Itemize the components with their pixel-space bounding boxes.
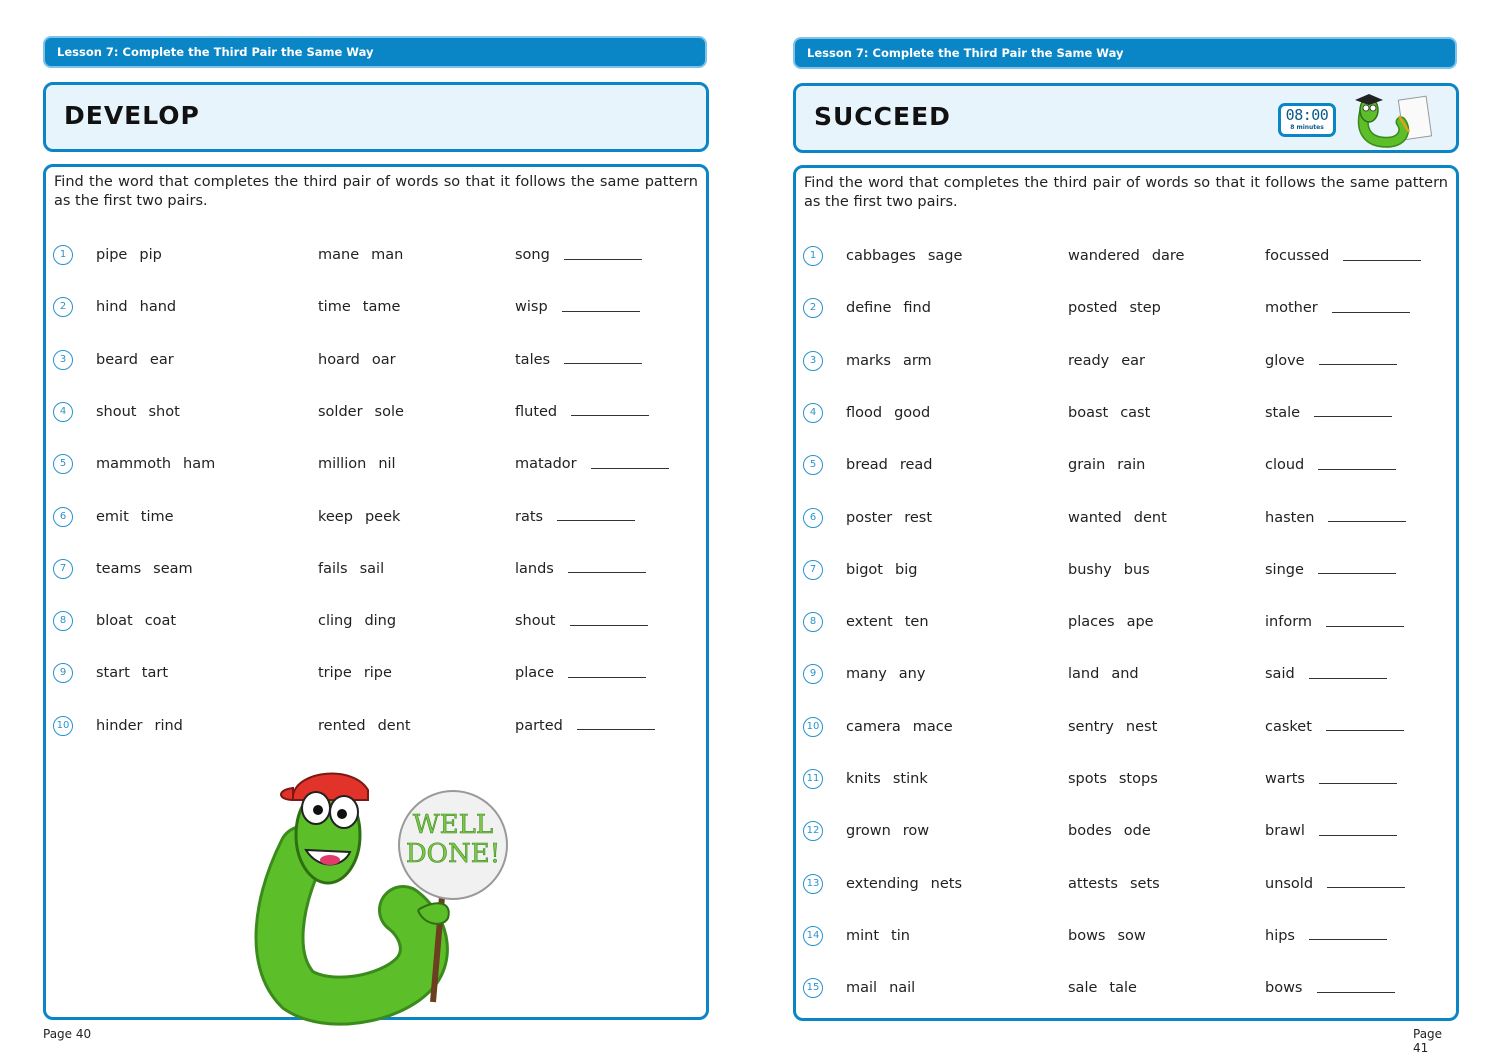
pair-one-word-a: mammoth [96, 456, 172, 473]
pair-one [846, 664, 925, 684]
answer-blank[interactable] [1343, 252, 1421, 261]
pair-two [1068, 612, 1154, 632]
answer-blank[interactable] [1328, 513, 1406, 522]
pair-two-word-a: rented [318, 717, 366, 734]
question-row [796, 508, 1456, 530]
sign-text-well: WELL [412, 810, 494, 840]
pair-three-word: parted [515, 717, 563, 734]
pair-two-word-a: time [318, 299, 351, 316]
pair-one-word-b: stink [892, 771, 928, 787]
answer-blank[interactable] [591, 460, 669, 469]
pair-one-word-b: mace [912, 718, 953, 735]
pair-one-word-a: emit [96, 508, 129, 525]
pair-one [96, 297, 176, 317]
pair-three-word: place [515, 665, 555, 682]
pair-three-word: lands [515, 560, 554, 577]
left-page [43, 0, 709, 1061]
pair-three-word: cloud [1265, 457, 1305, 474]
pair-one-word-a: define [846, 300, 892, 317]
pair-two [1068, 769, 1158, 789]
pair-one [846, 926, 910, 946]
question-row [796, 821, 1456, 843]
pair-three [1265, 769, 1397, 789]
pair-one-word-a: extending [846, 875, 919, 892]
question-number: 4 [53, 402, 73, 422]
pair-two [1068, 455, 1145, 475]
pair-two-word-a: sentry [1068, 718, 1114, 735]
pair-three [515, 507, 635, 527]
pair-two-word-a: mane [318, 247, 360, 263]
pair-two-word-b: oar [371, 351, 396, 368]
pair-two-word-a: wandered [1068, 248, 1140, 264]
question-row [796, 926, 1456, 948]
pair-one [846, 403, 930, 423]
pair-two-word-a: hoard [318, 351, 360, 368]
question-number: 3 [803, 351, 823, 371]
pair-three [1265, 612, 1404, 632]
question-row [796, 978, 1456, 1000]
answer-blank[interactable] [570, 617, 648, 626]
pair-three [515, 454, 669, 474]
pair-two [318, 350, 396, 370]
pair-two [1068, 508, 1167, 528]
question-number: 13 [803, 874, 823, 894]
pair-one-word-b: pip [139, 247, 162, 263]
question-number: 8 [803, 612, 823, 632]
answer-blank[interactable] [564, 251, 642, 260]
answer-blank[interactable] [1317, 984, 1395, 993]
pair-three-word: tales [515, 351, 551, 368]
exercise-box [793, 165, 1459, 1021]
pair-one [846, 351, 932, 371]
pair-two [1068, 560, 1150, 580]
pair-two-word-a: tripe [318, 665, 352, 682]
question-number: 14 [803, 926, 823, 946]
pair-three-word: hips [1265, 927, 1295, 944]
question-number: 3 [53, 350, 73, 370]
pair-two-word-a: places [1068, 614, 1115, 631]
lesson-title-bar: Lesson 7: Complete the Third Pair the Same Way [793, 37, 1457, 69]
pair-two-word-b: dent [1133, 509, 1167, 526]
pair-one-word-a: grown [846, 823, 891, 840]
pair-one [96, 507, 174, 527]
pair-one-word-a: camera [846, 718, 901, 735]
pair-three [515, 716, 655, 736]
instructions: Find the word that completes the third pair of words so that it follows the same pattern as the first two pairs. [54, 174, 698, 209]
pair-one-word-a: cabbages [846, 248, 916, 264]
pair-two [1068, 351, 1145, 371]
lesson-title-bar: Lesson 7: Complete the Third Pair the Same Way [43, 36, 707, 68]
pair-one-word-a: hind [96, 299, 128, 316]
answer-blank[interactable] [1314, 408, 1392, 417]
pair-one-word-b: row [902, 823, 930, 840]
sign-text-done: DONE! [405, 839, 501, 869]
question-number: 2 [803, 298, 823, 318]
pair-two [1068, 874, 1160, 894]
pair-two-word-a: bodes [1068, 823, 1112, 840]
pair-two-word-b: and [1111, 666, 1139, 683]
section-header [793, 83, 1459, 153]
pair-one [846, 612, 929, 632]
pair-one [846, 455, 933, 475]
pair-one [846, 821, 929, 841]
right-page [793, 0, 1459, 1061]
pair-three-word: song [515, 247, 550, 263]
pair-one [846, 246, 962, 266]
pair-two-word-b: bus [1123, 561, 1150, 578]
pair-one-word-b: nail [889, 980, 916, 997]
pair-three [1265, 978, 1395, 998]
pair-three [515, 297, 640, 317]
answer-blank[interactable] [1318, 461, 1396, 470]
pair-two [1068, 246, 1184, 266]
timer-badge [1278, 103, 1336, 137]
pair-one-word-b: coat [144, 613, 177, 630]
pair-three-word: warts [1265, 771, 1305, 787]
question-number: 7 [53, 559, 73, 579]
pair-three-word: bows [1265, 980, 1303, 997]
pair-two-word-a: boast [1068, 404, 1109, 421]
question-row [46, 350, 706, 372]
pair-one-word-b: big [895, 561, 918, 578]
pair-two-word-b: man [371, 247, 404, 263]
pair-three [515, 402, 649, 422]
pair-one-word-b: any [898, 666, 926, 683]
pair-one-word-a: pipe [96, 247, 128, 263]
question-row [796, 455, 1456, 477]
pair-three [515, 559, 646, 579]
pair-one [96, 454, 215, 474]
pair-two [1068, 821, 1151, 841]
pair-one-word-a: bloat [96, 613, 133, 630]
question-row [46, 611, 706, 633]
pair-two-word-b: nil [378, 456, 396, 473]
pair-one-word-b: ham [183, 456, 216, 473]
pair-three-word: shout [515, 613, 556, 630]
pair-one-word-b: sage [927, 248, 963, 264]
answer-blank[interactable] [1319, 356, 1397, 365]
pair-two [318, 663, 392, 683]
pair-two-word-a: million [318, 456, 367, 473]
pair-one-word-b: ten [904, 614, 929, 631]
question-number: 7 [803, 560, 823, 580]
pair-two-word-a: land [1068, 666, 1100, 683]
pair-one [96, 559, 193, 579]
pair-three-word: fluted [515, 403, 558, 420]
pair-two [318, 559, 384, 579]
pair-one-word-b: good [894, 404, 931, 421]
pair-one-word-b: ear [149, 351, 174, 368]
answer-blank[interactable] [1309, 931, 1387, 940]
question-row [46, 663, 706, 685]
answer-blank[interactable] [568, 564, 646, 573]
pair-three-word: focussed [1265, 248, 1330, 264]
pair-one-word-b: tin [891, 927, 910, 944]
question-row [46, 716, 706, 738]
question-number: 9 [803, 664, 823, 684]
pair-two [1068, 403, 1150, 423]
question-number: 6 [803, 508, 823, 528]
pair-two-word-b: ape [1126, 614, 1154, 631]
pair-two-word-a: attests [1068, 875, 1118, 892]
pair-three [1265, 821, 1397, 841]
answer-blank[interactable] [1309, 670, 1387, 679]
question-number: 11 [803, 769, 823, 789]
timer-label: 8 minutes [1290, 124, 1324, 131]
pair-one-word-b: read [899, 457, 933, 474]
page-number: Page 41 [1413, 1027, 1443, 1055]
pair-two-word-b: tale [1109, 980, 1137, 997]
timer-time: 08:00 [1285, 106, 1329, 124]
instructions: Find the word that completes the third pair of words so that it follows the same pattern as the first two pairs. [804, 175, 1448, 210]
pair-three-word: singe [1265, 561, 1304, 578]
graduate-worm-icon [1351, 92, 1433, 150]
pair-one-word-a: many [846, 666, 887, 683]
question-number: 15 [803, 978, 823, 998]
pair-three [1265, 298, 1410, 318]
pair-three [515, 245, 642, 265]
pair-two-word-a: wanted [1068, 509, 1122, 526]
pair-two [318, 611, 396, 631]
question-row [796, 612, 1456, 634]
pair-one-word-a: bread [846, 457, 888, 474]
question-row [796, 664, 1456, 686]
answer-blank[interactable] [562, 303, 640, 312]
pair-two-word-a: bushy [1068, 561, 1112, 578]
question-number: 10 [803, 717, 823, 737]
pair-two-word-b: cast [1120, 404, 1151, 421]
question-number: 4 [803, 403, 823, 423]
pair-two [318, 297, 400, 317]
question-row [796, 246, 1456, 268]
pair-one [96, 663, 168, 683]
pair-three [1265, 351, 1397, 371]
question-number: 6 [53, 507, 73, 527]
question-row [46, 245, 706, 267]
pair-one-word-a: start [96, 665, 130, 682]
answer-blank[interactable] [1318, 565, 1396, 574]
pair-three [1265, 455, 1396, 475]
pair-one-word-a: poster [846, 509, 893, 526]
pair-two-word-b: sole [374, 403, 404, 420]
question-number: 9 [53, 663, 73, 683]
answer-blank[interactable] [1326, 722, 1404, 731]
pair-two-word-a: solder [318, 403, 363, 420]
question-row [796, 769, 1456, 791]
pair-three [515, 350, 642, 370]
pair-two-word-b: nest [1125, 718, 1158, 735]
pair-two-word-a: ready [1068, 352, 1110, 369]
pair-one-word-a: extent [846, 614, 893, 631]
answer-blank[interactable] [568, 669, 646, 678]
pair-one-word-b: nets [930, 875, 963, 892]
pair-two [318, 454, 396, 474]
question-number: 5 [803, 455, 823, 475]
answer-blank[interactable] [1319, 775, 1397, 784]
pair-three [1265, 926, 1387, 946]
pair-three-word: rats [515, 508, 544, 525]
pair-two-word-a: keep [318, 508, 353, 525]
answer-blank[interactable] [571, 407, 649, 416]
pair-two-word-b: sets [1129, 875, 1160, 892]
pair-one-word-a: shout [96, 403, 137, 420]
pair-three [1265, 246, 1421, 266]
question-row [796, 403, 1456, 425]
question-row [46, 297, 706, 319]
pair-one-word-a: marks [846, 352, 891, 369]
pair-two-word-b: peek [364, 508, 401, 525]
pair-two [318, 402, 404, 422]
pair-one [846, 874, 962, 894]
pair-three [515, 611, 648, 631]
pair-one-word-b: rind [154, 717, 183, 734]
pair-two-word-a: spots [1068, 771, 1107, 787]
question-number: 2 [53, 297, 73, 317]
pair-three-word: casket [1265, 718, 1312, 735]
pair-two [318, 716, 411, 736]
pair-one-word-b: find [903, 300, 931, 317]
pair-one [96, 245, 162, 265]
pair-three-word: glove [1265, 352, 1305, 369]
pair-one-word-b: arm [902, 352, 932, 369]
pair-two [1068, 717, 1157, 737]
pair-two-word-b: dare [1151, 248, 1185, 264]
question-row [46, 559, 706, 581]
pair-one-word-a: beard [96, 351, 138, 368]
pair-two-word-b: step [1129, 300, 1161, 317]
question-number: 8 [53, 611, 73, 631]
pair-two-word-a: grain [1068, 457, 1106, 474]
pair-two-word-b: ripe [363, 665, 392, 682]
pair-one-word-b: seam [153, 560, 193, 577]
question-row [46, 454, 706, 476]
pair-two-word-b: stops [1118, 771, 1158, 787]
pair-two-word-b: rain [1117, 457, 1146, 474]
pair-one [846, 978, 915, 998]
pair-one-word-b: rest [904, 509, 933, 526]
question-number: 1 [53, 245, 73, 265]
question-row [46, 402, 706, 424]
page-number: Page 40 [43, 1027, 92, 1041]
section-header [43, 82, 709, 152]
pair-one [96, 402, 180, 422]
pair-one [96, 716, 183, 736]
pair-one-word-a: mint [846, 927, 880, 944]
question-number: 12 [803, 821, 823, 841]
pair-two-word-b: ear [1121, 352, 1146, 369]
pair-two-word-a: fails [318, 560, 348, 577]
pair-one [846, 508, 932, 528]
pair-one-word-b: shot [148, 403, 180, 420]
pair-three-word: hasten [1265, 509, 1315, 526]
pair-one [96, 611, 176, 631]
pair-two [1068, 978, 1137, 998]
question-row [796, 351, 1456, 373]
section-title: SUCCEED [814, 102, 951, 131]
pair-one-word-b: tart [141, 665, 168, 682]
pair-two-word-b: ding [364, 613, 397, 630]
answer-blank[interactable] [1327, 879, 1405, 888]
pair-one [846, 717, 953, 737]
pair-three [515, 663, 646, 683]
question-number: 1 [803, 246, 823, 266]
pair-two-word-b: tame [362, 299, 401, 316]
pair-one [846, 769, 928, 789]
pair-two-word-a: cling [318, 613, 353, 630]
pair-three-word: mother [1265, 300, 1318, 317]
worm-well-done-illustration [238, 760, 501, 1010]
pair-two [1068, 298, 1161, 318]
pair-one-word-a: teams [96, 560, 142, 577]
question-number: 10 [53, 716, 73, 736]
pair-three-word: brawl [1265, 823, 1305, 840]
pair-one-word-a: knits [846, 771, 881, 787]
question-row [796, 717, 1456, 739]
pair-three-word: unsold [1265, 875, 1314, 892]
question-number: 5 [53, 454, 73, 474]
section-title: DEVELOP [64, 101, 200, 130]
pair-one [846, 298, 931, 318]
pair-two-word-b: dent [377, 717, 411, 734]
answer-blank[interactable] [1332, 304, 1410, 313]
pair-two [318, 245, 403, 265]
pair-three-word: inform [1265, 614, 1313, 631]
pair-three [1265, 664, 1387, 684]
pair-two-word-a: bows [1068, 927, 1106, 944]
answer-blank[interactable] [564, 355, 642, 364]
pair-one-word-a: bigot [846, 561, 883, 578]
pair-three [1265, 874, 1405, 894]
pair-three-word: wisp [515, 299, 548, 316]
pair-one [96, 350, 174, 370]
question-row [796, 560, 1456, 582]
pair-two-word-b: sow [1117, 927, 1146, 944]
pair-three [1265, 508, 1406, 528]
pair-two [1068, 926, 1146, 946]
question-row [796, 298, 1456, 320]
question-row [46, 507, 706, 529]
answer-blank[interactable] [1319, 827, 1397, 836]
pair-two-word-b: sail [359, 560, 385, 577]
pair-three-word: matador [515, 456, 577, 473]
answer-blank[interactable] [577, 721, 655, 730]
pair-two-word-a: sale [1068, 980, 1098, 997]
pair-three [1265, 403, 1392, 423]
pair-one-word-b: hand [139, 299, 177, 316]
pair-one-word-a: mail [846, 980, 878, 997]
pair-two [318, 507, 400, 527]
pair-one-word-a: flood [846, 404, 883, 421]
question-row [796, 874, 1456, 896]
pair-three [1265, 560, 1396, 580]
pair-one [846, 560, 917, 580]
answer-blank[interactable] [1326, 618, 1404, 627]
answer-blank[interactable] [557, 512, 635, 521]
pair-three [1265, 717, 1404, 737]
pair-one-word-b: time [140, 508, 174, 525]
pair-three-word: stale [1265, 404, 1301, 421]
pair-two [1068, 664, 1139, 684]
pair-three-word: said [1265, 666, 1295, 683]
pair-two-word-a: posted [1068, 300, 1118, 317]
pair-two-word-b: ode [1123, 823, 1151, 840]
pair-one-word-a: hinder [96, 717, 143, 734]
